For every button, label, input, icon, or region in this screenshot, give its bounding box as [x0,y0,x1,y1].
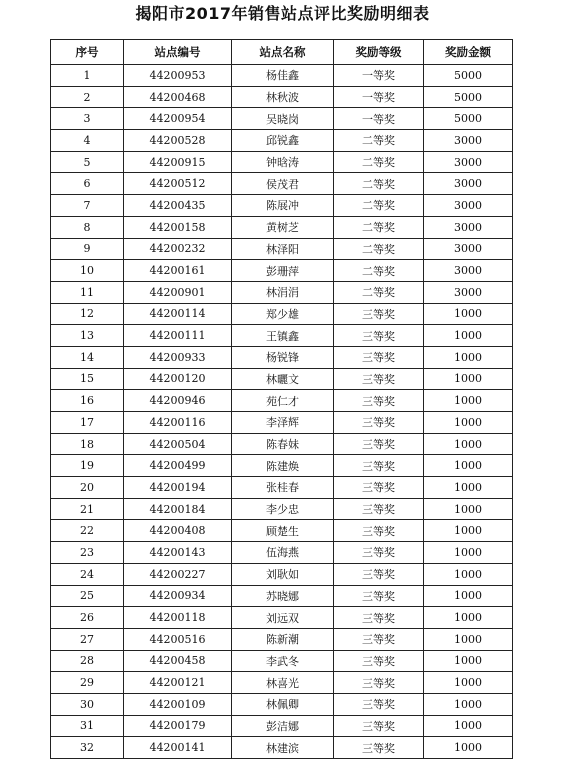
serial-number-cell: 20 [51,477,124,499]
station-name-cell: 杨佳鑫 [232,65,334,87]
station-name-cell: 林建滨 [232,737,334,759]
station-id-cell: 44200516 [124,628,232,650]
serial-number-cell: 26 [51,607,124,629]
award-amount-cell: 3000 [424,151,513,173]
award-level-cell: 三等奖 [334,737,424,759]
station-id-cell: 44200512 [124,173,232,195]
station-name-cell: 张桂春 [232,477,334,499]
station-name-cell: 杨锐锋 [232,346,334,368]
award-amount-cell: 3000 [424,173,513,195]
station-id-cell: 44200161 [124,260,232,282]
table-row [51,281,513,303]
station-name-cell: 王镇鑫 [232,325,334,347]
station-id-cell: 44200946 [124,390,232,412]
award-level-cell: 二等奖 [334,173,424,195]
table-row [51,173,513,195]
award-amount-cell: 1000 [424,346,513,368]
station-name-cell: 李少忠 [232,498,334,520]
station-name-cell: 伍海燕 [232,542,334,564]
table-row [51,195,513,217]
serial-number-cell: 1 [51,65,124,87]
award-level-cell: 三等奖 [334,455,424,477]
station-id-cell: 44200934 [124,585,232,607]
award-amount-cell: 1000 [424,542,513,564]
award-amount-cell: 5000 [424,65,513,87]
award-amount-cell: 1000 [424,325,513,347]
award-level-cell: 一等奖 [334,86,424,108]
serial-number-cell: 28 [51,650,124,672]
station-id-cell: 44200114 [124,303,232,325]
award-amount-cell: 1000 [424,737,513,759]
award-amount-cell: 3000 [424,216,513,238]
award-level-cell: 一等奖 [334,65,424,87]
award-level-cell: 三等奖 [334,585,424,607]
station-name-cell: 吴晓岗 [232,108,334,130]
station-name-cell: 顾楚生 [232,520,334,542]
station-id-cell: 44200227 [124,563,232,585]
table-row [51,433,513,455]
award-level-cell: 三等奖 [334,390,424,412]
table-row [51,477,513,499]
station-id-cell: 44200953 [124,65,232,87]
station-id-cell: 44200933 [124,346,232,368]
station-name-cell: 林秋波 [232,86,334,108]
serial-number-cell: 9 [51,238,124,260]
table-row [51,607,513,629]
station-name-cell: 林泽阳 [232,238,334,260]
station-id-cell: 44200915 [124,151,232,173]
award-level-cell: 二等奖 [334,238,424,260]
serial-number-cell: 3 [51,108,124,130]
header-station-name: 站点名称 [232,40,334,65]
table-row [51,151,513,173]
table-row [51,455,513,477]
award-amount-cell: 1000 [424,520,513,542]
table-row [51,216,513,238]
table-row [51,498,513,520]
award-amount-cell: 1000 [424,498,513,520]
award-level-cell: 二等奖 [334,195,424,217]
serial-number-cell: 11 [51,281,124,303]
station-name-cell: 侯茂君 [232,173,334,195]
table-row [51,65,513,87]
award-amount-cell: 1000 [424,433,513,455]
table-row [51,563,513,585]
station-id-cell: 44200118 [124,607,232,629]
award-level-cell: 三等奖 [334,650,424,672]
station-id-cell: 44200458 [124,650,232,672]
award-amount-cell: 1000 [424,390,513,412]
station-name-cell: 李泽辉 [232,412,334,434]
serial-number-cell: 17 [51,412,124,434]
station-name-cell: 林佩卿 [232,693,334,715]
award-amount-cell: 1000 [424,455,513,477]
award-amount-cell: 3000 [424,281,513,303]
award-level-cell: 三等奖 [334,346,424,368]
serial-number-cell: 25 [51,585,124,607]
station-name-cell: 邱锐鑫 [232,130,334,152]
station-id-cell: 44200141 [124,737,232,759]
station-name-cell: 刘远双 [232,607,334,629]
serial-number-cell: 24 [51,563,124,585]
station-id-cell: 44200954 [124,108,232,130]
station-name-cell: 黄树芝 [232,216,334,238]
award-amount-cell: 1000 [424,585,513,607]
station-id-cell: 44200901 [124,281,232,303]
table-row [51,693,513,715]
award-amount-cell: 3000 [424,238,513,260]
serial-number-cell: 4 [51,130,124,152]
table-row [51,672,513,694]
serial-number-cell: 8 [51,216,124,238]
station-name-cell: 陈展冲 [232,195,334,217]
header-award-level: 奖励等级 [334,40,424,65]
station-name-cell: 林喜光 [232,672,334,694]
award-amount-cell: 1000 [424,672,513,694]
award-level-cell: 三等奖 [334,303,424,325]
table-row [51,86,513,108]
header-award-amount: 奖励金额 [424,40,513,65]
award-amount-cell: 5000 [424,108,513,130]
serial-number-cell: 18 [51,433,124,455]
station-id-cell: 44200179 [124,715,232,737]
award-level-cell: 三等奖 [334,433,424,455]
table-row [51,238,513,260]
table-row [51,390,513,412]
serial-number-cell: 7 [51,195,124,217]
award-level-cell: 三等奖 [334,715,424,737]
header-serial-number: 序号 [51,40,124,65]
serial-number-cell: 23 [51,542,124,564]
award-level-cell: 二等奖 [334,151,424,173]
station-id-cell: 44200528 [124,130,232,152]
award-level-cell: 三等奖 [334,368,424,390]
station-name-cell: 彭洁娜 [232,715,334,737]
award-amount-cell: 1000 [424,303,513,325]
award-amount-cell: 3000 [424,130,513,152]
station-id-cell: 44200468 [124,86,232,108]
table-row [51,260,513,282]
serial-number-cell: 19 [51,455,124,477]
award-level-cell: 三等奖 [334,520,424,542]
station-name-cell: 陈新潮 [232,628,334,650]
station-id-cell: 44200194 [124,477,232,499]
award-amount-cell: 1000 [424,563,513,585]
table-row [51,520,513,542]
station-id-cell: 44200121 [124,672,232,694]
serial-number-cell: 32 [51,737,124,759]
serial-number-cell: 14 [51,346,124,368]
award-level-cell: 三等奖 [334,672,424,694]
award-amount-cell: 3000 [424,195,513,217]
award-level-cell: 二等奖 [334,216,424,238]
table-row [51,412,513,434]
award-level-cell: 三等奖 [334,607,424,629]
award-amount-cell: 1000 [424,715,513,737]
station-id-cell: 44200109 [124,693,232,715]
award-level-cell: 三等奖 [334,325,424,347]
serial-number-cell: 2 [51,86,124,108]
award-amount-cell: 1000 [424,368,513,390]
table-row [51,650,513,672]
serial-number-cell: 10 [51,260,124,282]
station-name-cell: 刘耿如 [232,563,334,585]
station-id-cell: 44200143 [124,542,232,564]
serial-number-cell: 15 [51,368,124,390]
award-amount-cell: 1000 [424,650,513,672]
serial-number-cell: 5 [51,151,124,173]
serial-number-cell: 16 [51,390,124,412]
table-body [51,65,513,759]
award-level-cell: 三等奖 [334,477,424,499]
serial-number-cell: 12 [51,303,124,325]
award-level-cell: 三等奖 [334,498,424,520]
table-row [51,585,513,607]
award-level-cell: 二等奖 [334,130,424,152]
table-row [51,130,513,152]
award-level-cell: 二等奖 [334,260,424,282]
page-title: 揭阳市2017年销售站点评比奖励明细表 [135,4,430,23]
award-level-cell: 三等奖 [334,693,424,715]
station-id-cell: 44200408 [124,520,232,542]
station-id-cell: 44200504 [124,433,232,455]
serial-number-cell: 27 [51,628,124,650]
station-name-cell: 苏晓娜 [232,585,334,607]
serial-number-cell: 13 [51,325,124,347]
award-level-cell: 三等奖 [334,563,424,585]
station-name-cell: 李武冬 [232,650,334,672]
table-row [51,325,513,347]
award-amount-cell: 5000 [424,86,513,108]
table-row [51,715,513,737]
award-amount-cell: 1000 [424,477,513,499]
table-row [51,737,513,759]
station-id-cell: 44200158 [124,216,232,238]
award-level-cell: 一等奖 [334,108,424,130]
award-level-cell: 二等奖 [334,281,424,303]
station-name-cell: 郑少雄 [232,303,334,325]
award-amount-cell: 1000 [424,628,513,650]
station-name-cell: 陈建焕 [232,455,334,477]
station-id-cell: 44200120 [124,368,232,390]
award-amount-cell: 3000 [424,260,513,282]
award-level-cell: 三等奖 [334,628,424,650]
header-station-id: 站点编号 [124,40,232,65]
station-name-cell: 钟晗涛 [232,151,334,173]
serial-number-cell: 21 [51,498,124,520]
award-detail-table [50,39,513,759]
station-id-cell: 44200232 [124,238,232,260]
station-name-cell: 彭珊萍 [232,260,334,282]
station-id-cell: 44200184 [124,498,232,520]
award-level-cell: 三等奖 [334,412,424,434]
station-name-cell: 陈春妹 [232,433,334,455]
table-row [51,542,513,564]
award-amount-cell: 1000 [424,693,513,715]
table-row [51,346,513,368]
table-row [51,108,513,130]
station-id-cell: 44200499 [124,455,232,477]
serial-number-cell: 22 [51,520,124,542]
serial-number-cell: 31 [51,715,124,737]
serial-number-cell: 6 [51,173,124,195]
serial-number-cell: 30 [51,693,124,715]
award-amount-cell: 1000 [424,607,513,629]
station-name-cell: 苑仁才 [232,390,334,412]
station-name-cell: 林曬文 [232,368,334,390]
table-row [51,368,513,390]
table-row [51,303,513,325]
table-row [51,628,513,650]
table-header-row [51,40,513,65]
station-id-cell: 44200116 [124,412,232,434]
station-id-cell: 44200435 [124,195,232,217]
station-name-cell: 林涓涓 [232,281,334,303]
award-level-cell: 三等奖 [334,542,424,564]
award-amount-cell: 1000 [424,412,513,434]
station-id-cell: 44200111 [124,325,232,347]
serial-number-cell: 29 [51,672,124,694]
